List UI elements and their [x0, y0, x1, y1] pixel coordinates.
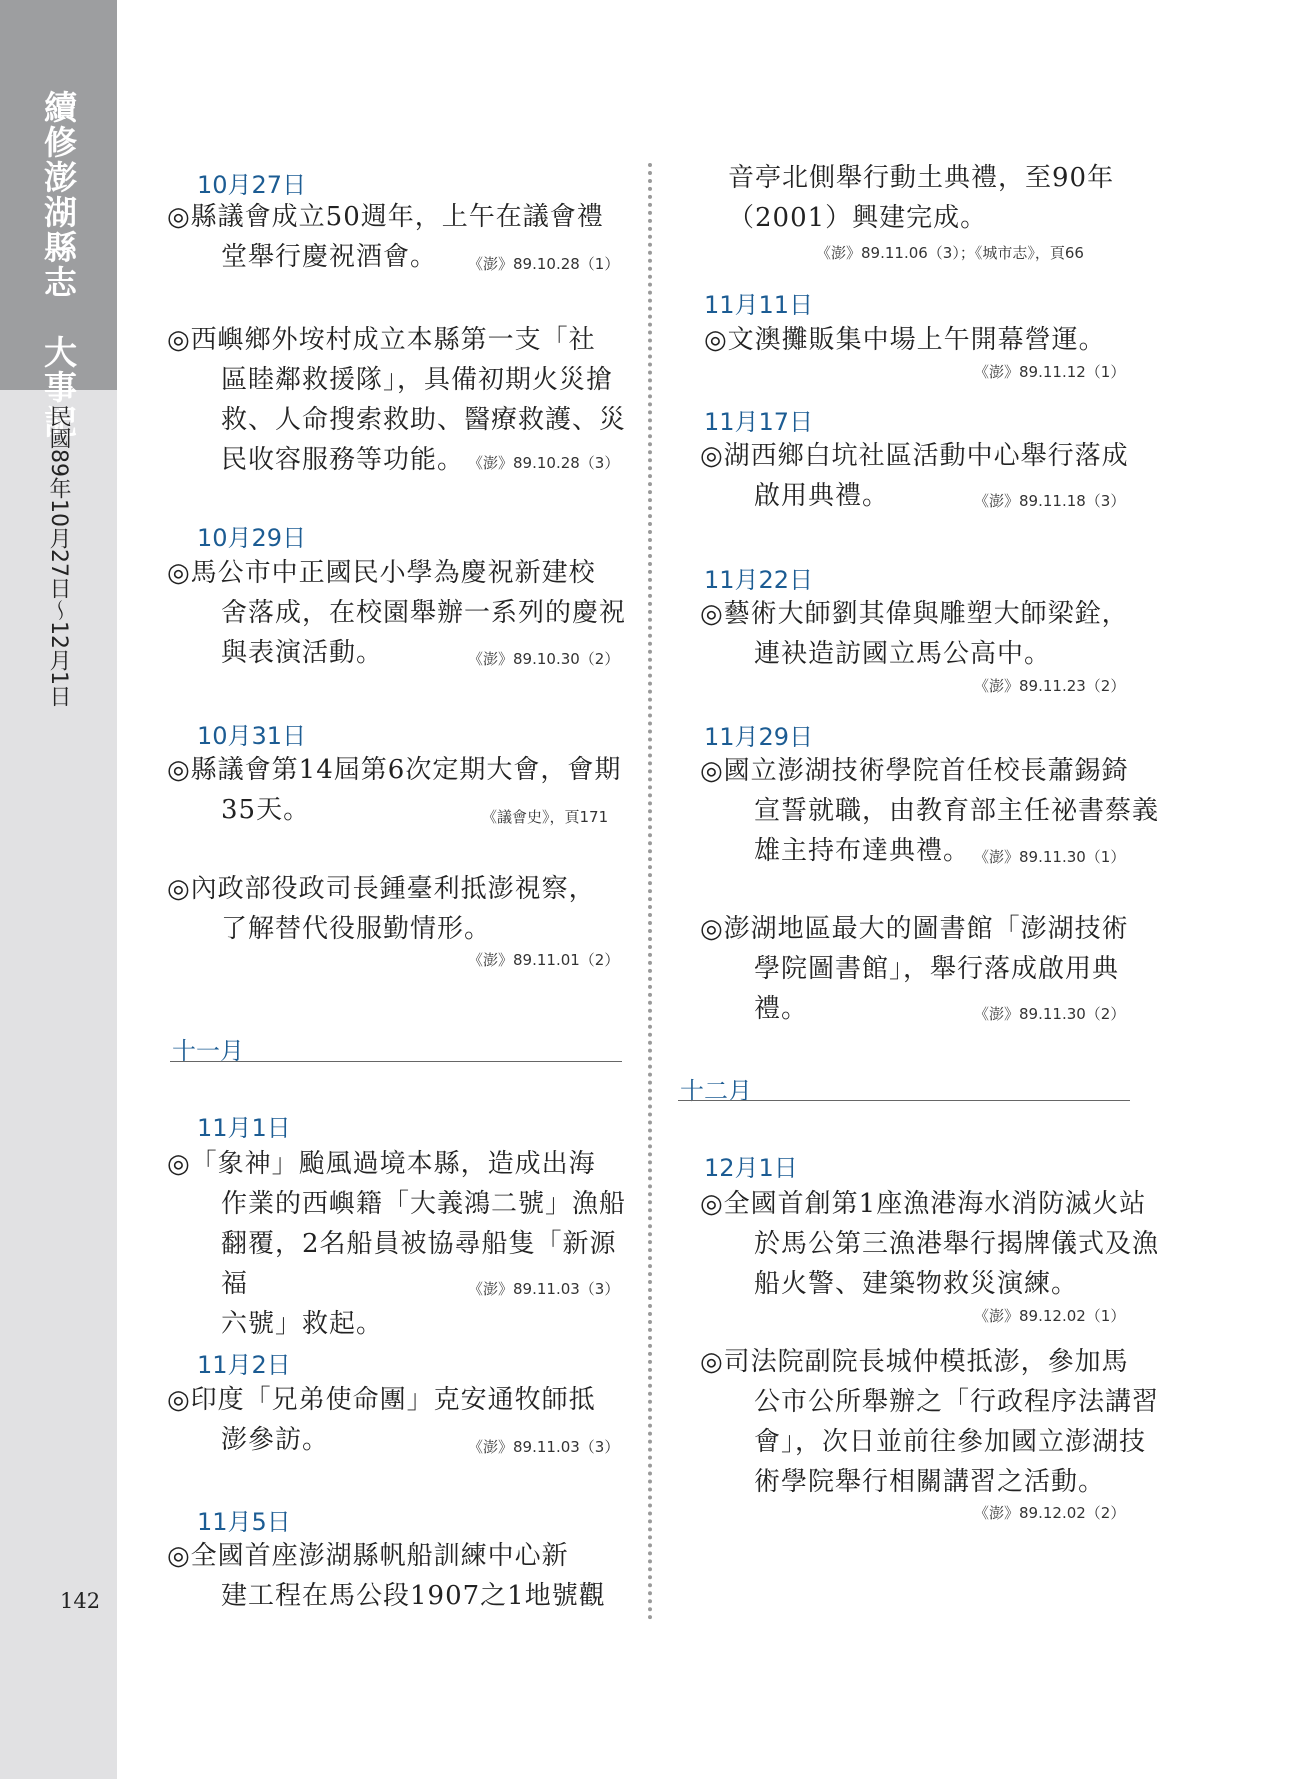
entry-line: 於馬公第三漁港舉行揭牌儀式及漁 [754, 1229, 1160, 1259]
source-citation: 《澎》89.11.03（3） [468, 1438, 620, 1456]
entry-line: 作業的西嶼籍「大義鴻二號」漁船 [221, 1189, 627, 1219]
entry-line: 宣誓就職，由教育部主任祕書蔡義 [754, 796, 1160, 826]
event-entry-continued [728, 158, 1168, 238]
entry-line: ◎印度「兄弟使命團」克安通牧師抵 [167, 1385, 596, 1415]
date-heading: 11月22日 [704, 566, 814, 594]
event-entry [700, 594, 1168, 674]
month-heading: 十二月 [680, 1077, 752, 1105]
entry-line: ◎縣議會第14屆第6次定期大會，會期 [167, 755, 622, 785]
source-citation: 《澎》89.10.28（3） [468, 454, 620, 472]
source-citation: 《澎》89.11.06（3）；《城市志》，頁66 [816, 244, 1084, 262]
entry-line: ◎文澳攤販集中場上午開幕營運。 [704, 325, 1106, 355]
date-heading: 11月11日 [704, 291, 814, 319]
entry-line: 船火警、建築物救災演練。 [754, 1269, 1079, 1299]
date-heading: 11月2日 [197, 1351, 291, 1379]
source-citation: 《澎》89.10.28（1） [468, 255, 620, 273]
entry-line: 了解替代役服勤情形。 [221, 914, 492, 944]
entry-line: ◎全國首創第1座漁港海水消防滅火站 [700, 1189, 1147, 1219]
month-rule [170, 1061, 622, 1062]
source-citation: 《澎》89.12.02（1） [974, 1307, 1126, 1325]
entry-line: 音亭北側舉行動土典禮，至90年 [728, 163, 1115, 193]
page-number: 142 [60, 1589, 101, 1613]
entry-line: （2001）興建完成。 [728, 203, 988, 233]
entry-line: 救、人命搜索救助、醫療救護、災 [221, 405, 627, 435]
date-heading: 12月1日 [704, 1154, 798, 1182]
entry-line: ◎澎湖地區最大的圖書館「澎湖技術 [700, 914, 1129, 944]
entry-line: 舍落成，在校園舉辦一系列的慶祝 [221, 598, 627, 628]
sidebar [0, 0, 117, 1779]
date-heading: 10月29日 [197, 524, 307, 552]
entry-line: 澎參訪。 [221, 1425, 330, 1455]
entry-line: 翻覆，2名船員被協尋船隻「新源福 [221, 1229, 617, 1299]
entry-line: 學院圖書館」，舉行落成啟用典 [754, 954, 1120, 984]
entry-line: ◎「象神」颱風過境本縣，造成出海 [167, 1149, 596, 1179]
entry-line: ◎縣議會成立50週年，上午在議會禮 [167, 202, 604, 232]
entry-line: 建工程在馬公段1907之1地號觀 [221, 1581, 606, 1611]
event-entry [700, 1342, 1168, 1502]
event-entry [700, 1184, 1168, 1304]
source-citation: 《澎》89.11.03（3） [468, 1280, 620, 1298]
entry-line: 連袂造訪國立馬公高中。 [754, 639, 1052, 669]
entry-line: 六號」救起。 [221, 1309, 384, 1339]
entry-line: ◎藝術大師劉其偉與雕塑大師梁銓， [700, 599, 1129, 629]
date-heading: 11月1日 [197, 1114, 291, 1142]
entry-line: 雄主持布達典禮。 [754, 836, 971, 866]
entry-line: 民收容服務等功能。 [221, 445, 465, 475]
entry-line: 區睦鄰救援隊」，具備初期火災搶 [221, 365, 614, 395]
entry-line: ◎全國首座澎湖縣帆船訓練中心新 [167, 1541, 569, 1571]
event-entry [704, 320, 1144, 360]
source-citation: 《議會史》，頁171 [482, 808, 609, 826]
source-citation: 《澎》89.11.30（1） [974, 848, 1126, 866]
source-citation: 《澎》89.11.12（1） [974, 363, 1126, 381]
entry-line: 與表演活動。 [221, 638, 384, 668]
entry-line: ◎西嶼鄉外垵村成立本縣第一支「社 [167, 325, 596, 355]
entry-line: ◎司法院副院長城仲模抵澎，參加馬 [700, 1347, 1129, 1377]
entry-line: 術學院舉行相關講習之活動。 [754, 1467, 1106, 1497]
source-citation: 《澎》89.11.18（3） [974, 492, 1126, 510]
date-range: 民國89年10月27日〜12月1日 [46, 405, 71, 707]
entry-line: 禮。 [754, 994, 809, 1024]
book-title: 續修澎湖縣志 大事記 [39, 90, 78, 440]
month-rule [678, 1100, 1130, 1101]
source-citation: 《澎》89.11.23（2） [974, 677, 1126, 695]
event-entry [167, 1144, 635, 1344]
date-heading: 10月31日 [197, 722, 307, 750]
event-entry [167, 1536, 635, 1616]
entry-line: ◎馬公市中正國民小學為慶祝新建校 [167, 558, 596, 588]
date-heading: 11月17日 [704, 408, 814, 436]
month-heading: 十一月 [172, 1037, 244, 1065]
entry-line: ◎湖西鄉白坑社區活動中心舉行落成 [700, 441, 1129, 471]
date-heading: 11月29日 [704, 723, 814, 751]
date-heading: 10月27日 [197, 171, 307, 199]
event-entry [167, 869, 635, 949]
source-citation: 《澎》89.12.02（2） [974, 1504, 1126, 1522]
column-divider [648, 163, 652, 1621]
date-heading: 11月5日 [197, 1508, 291, 1536]
source-citation: 《澎》89.11.01（2） [468, 951, 620, 969]
entry-line: 35天。 [221, 795, 311, 825]
entry-line: ◎內政部役政司長鍾臺利抵澎視察， [167, 874, 596, 904]
source-citation: 《澎》89.10.30（2） [468, 650, 620, 668]
source-citation: 《澎》89.11.30（2） [974, 1005, 1126, 1023]
entry-line: ◎國立澎湖技術學院首任校長蕭錫錡 [700, 756, 1129, 786]
entry-line: 堂舉行慶祝酒會。 [221, 242, 438, 272]
entry-line: 公市公所舉辦之「行政程序法講習 [754, 1387, 1160, 1417]
entry-line: 啟用典禮。 [754, 481, 890, 511]
entry-line: 會」，次日並前往參加國立澎湖技 [754, 1427, 1147, 1457]
